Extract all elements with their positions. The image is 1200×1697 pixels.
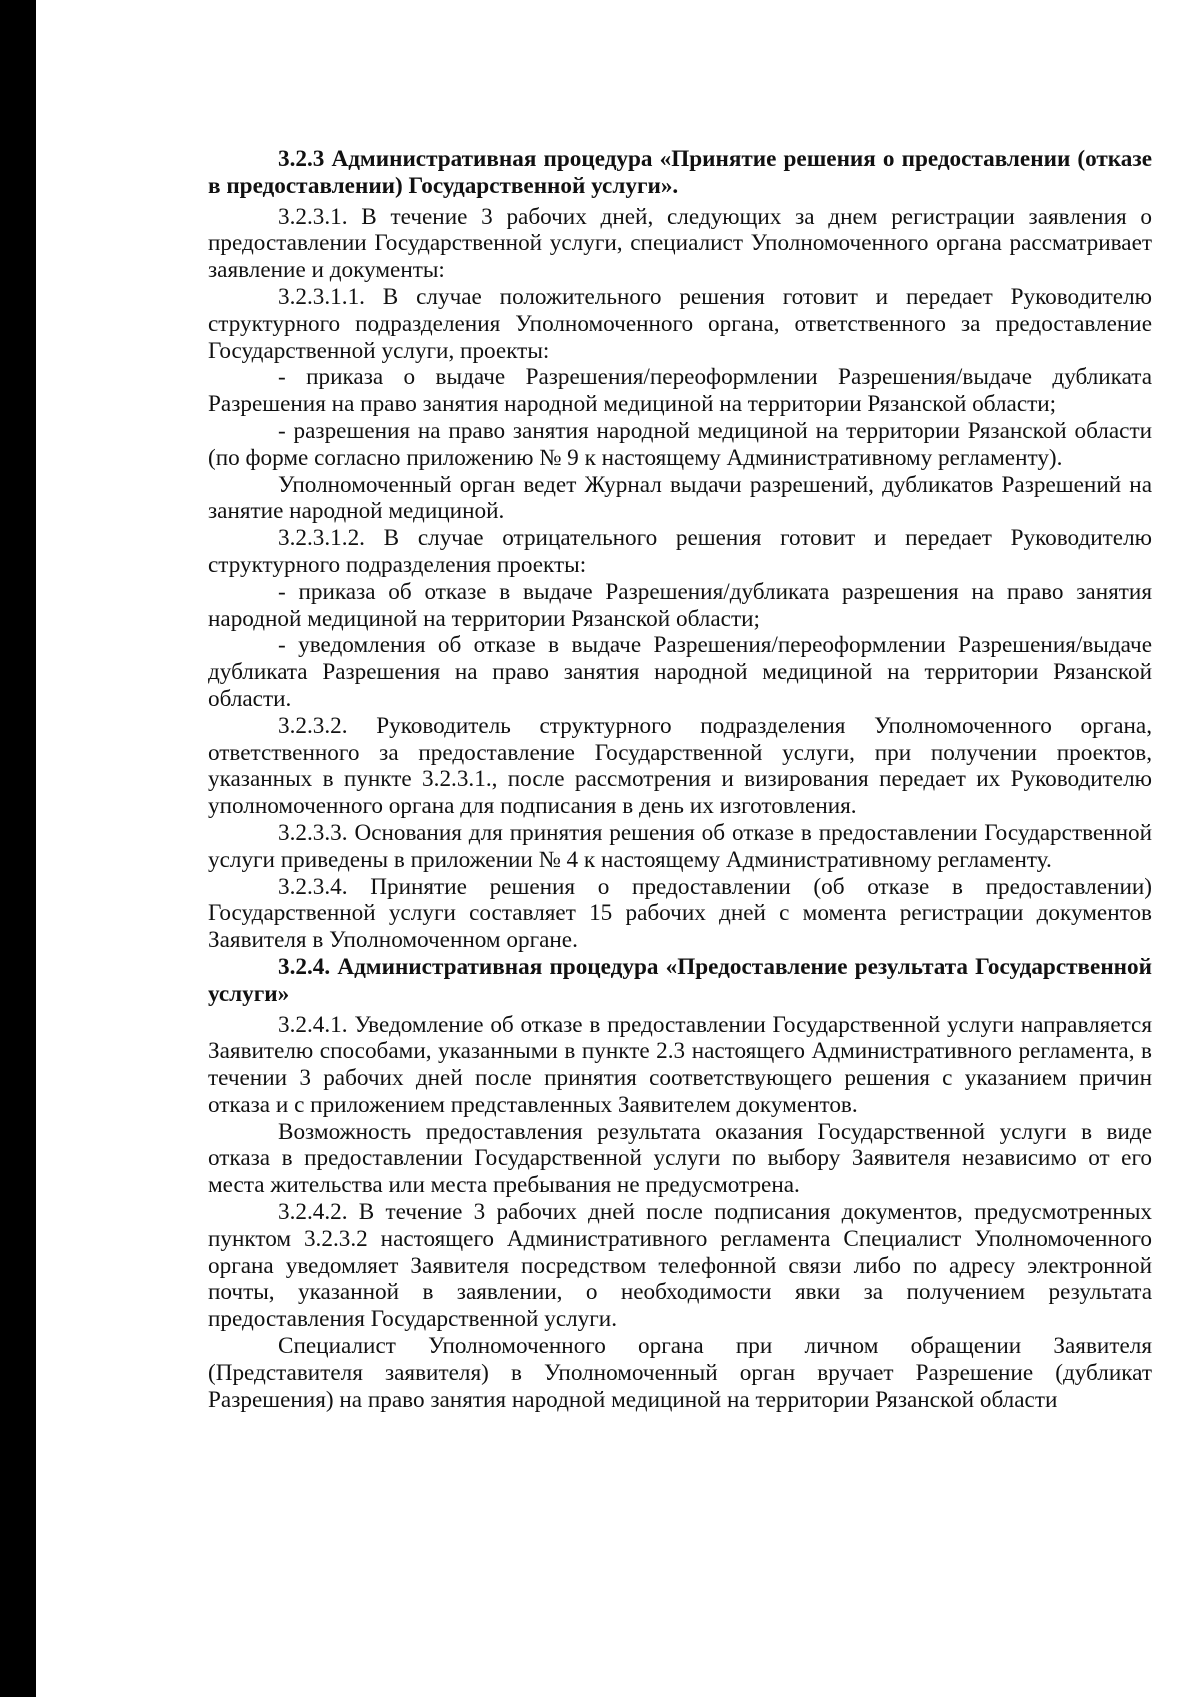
paragraph-3-2-3-1-2: 3.2.3.1.2. В случае отрицательного решения готовит и передает Руководителю структурного подразделения проекты: (208, 525, 1152, 578)
list-item-order-issue: - приказа о выдаче Разрешения/переоформлении Разрешения/выдаче дубликата Разрешения на право занятия народной медициной на территории Рязанской области; (208, 364, 1152, 418)
paragraph-specialist-delivery: Специалист Уполномоченного органа при личном обращении Заявителя (Представителя заявителя) в Уполномоченный орган вручает Разрешение (дубликат Разрешения) на право занятия народной медициной на территории Рязанской области (208, 1333, 1152, 1413)
paragraph-3-2-3-3: 3.2.3.3. Основания для принятия решения об отказе в предоставлении Государственной услуги приведены в приложении № 4 к настоящему Административному регламенту. (208, 819, 1152, 873)
paragraph-3-2-3-2: 3.2.3.2. Руководитель структурного подразделения Уполномоченного органа, ответственного за предоставление Государственной услуги, при получении проектов, указанных в пункте 3.2.3.1., после рассмотрения и визирования передает их Руководителю уполномоченного органа для подписания в день их изготовления. (208, 712, 1152, 820)
paragraph-3-2-3-1-1: 3.2.3.1.1. В случае положительного решения готовит и передает Руководителю структурного подразделения Уполномоченного органа, ответственного за предоставление Государственной услуги, проекты: (208, 283, 1152, 364)
paragraph-3-2-4-2: 3.2.4.2. В течение 3 рабочих дней после подписания документов, предусмотренных пунктом 3.2.3.2 настоящего Административного регламента Специалист Уполномоченного органа уведомляет Заявителя посредством телефонной связи либо по адресу электронной почты, указанной в заявлении, о необходимости явки за получением результата предоставления Государственной услуги. (208, 1199, 1152, 1333)
scan-edge-bar (0, 0, 36, 1697)
paragraph-result-possibility: Возможность предоставления результата оказания Государственной услуги в виде отказа в предоставлении Государственной услуги по выбору Заявителя независимо от его места жительства или места пребывания не предусмотрена. (208, 1118, 1152, 1199)
paragraph-journal: Уполномоченный орган ведет Журнал выдачи разрешений, дубликатов Разрешений на занятие народной медициной. (208, 471, 1152, 525)
section-heading-3-2-4: 3.2.4. Административная процедура «Предоставление результата Государственной услуги» (208, 953, 1152, 1007)
paragraph-3-2-3-1: 3.2.3.1. В течение 3 рабочих дней, следующих за днем регистрации заявления о предоставлении Государственной услуги, специалист Уполномоченного органа рассматривает заявление и документы: (208, 203, 1152, 284)
paragraph-3-2-4-1: 3.2.4.1. Уведомление об отказе в предоставлении Государственной услуги направляется Заявителю способами, указанными в пункте 2.3 настоящего Административного регламента, в течении 3 рабочих дней после принятия соответствующего решения с указанием причин отказа и с приложением представленных Заявителем документов. (208, 1011, 1152, 1118)
section-heading-3-2-3: 3.2.3 Административная процедура «Принятие решения о предоставлении (отказе в предоставлении) Государственной услуги». (208, 146, 1152, 199)
paragraph-3-2-3-4: 3.2.3.4. Принятие решения о предоставлении (об отказе в предоставлении) Государственной услуги составляет 15 рабочих дней с момента регистрации документов Заявителя в Уполномоченном органе. (208, 873, 1152, 954)
list-item-order-refusal: - приказа об отказе в выдаче Разрешения/дубликата разрешения на право занятия народной медициной на территории Рязанской области; (208, 578, 1152, 632)
list-item-permit-form: - разрешения на право занятия народной медициной на территории Рязанской области (по форме согласно приложению № 9 к настоящему Административному регламенту). (208, 417, 1152, 471)
document-page (208, 146, 1152, 1413)
list-item-refusal-notice: - уведомления об отказе в выдаче Разрешения/переоформлении Разрешения/выдаче дубликата Разрешения на право занятия народной медициной на территории Рязанской области. (208, 632, 1152, 712)
